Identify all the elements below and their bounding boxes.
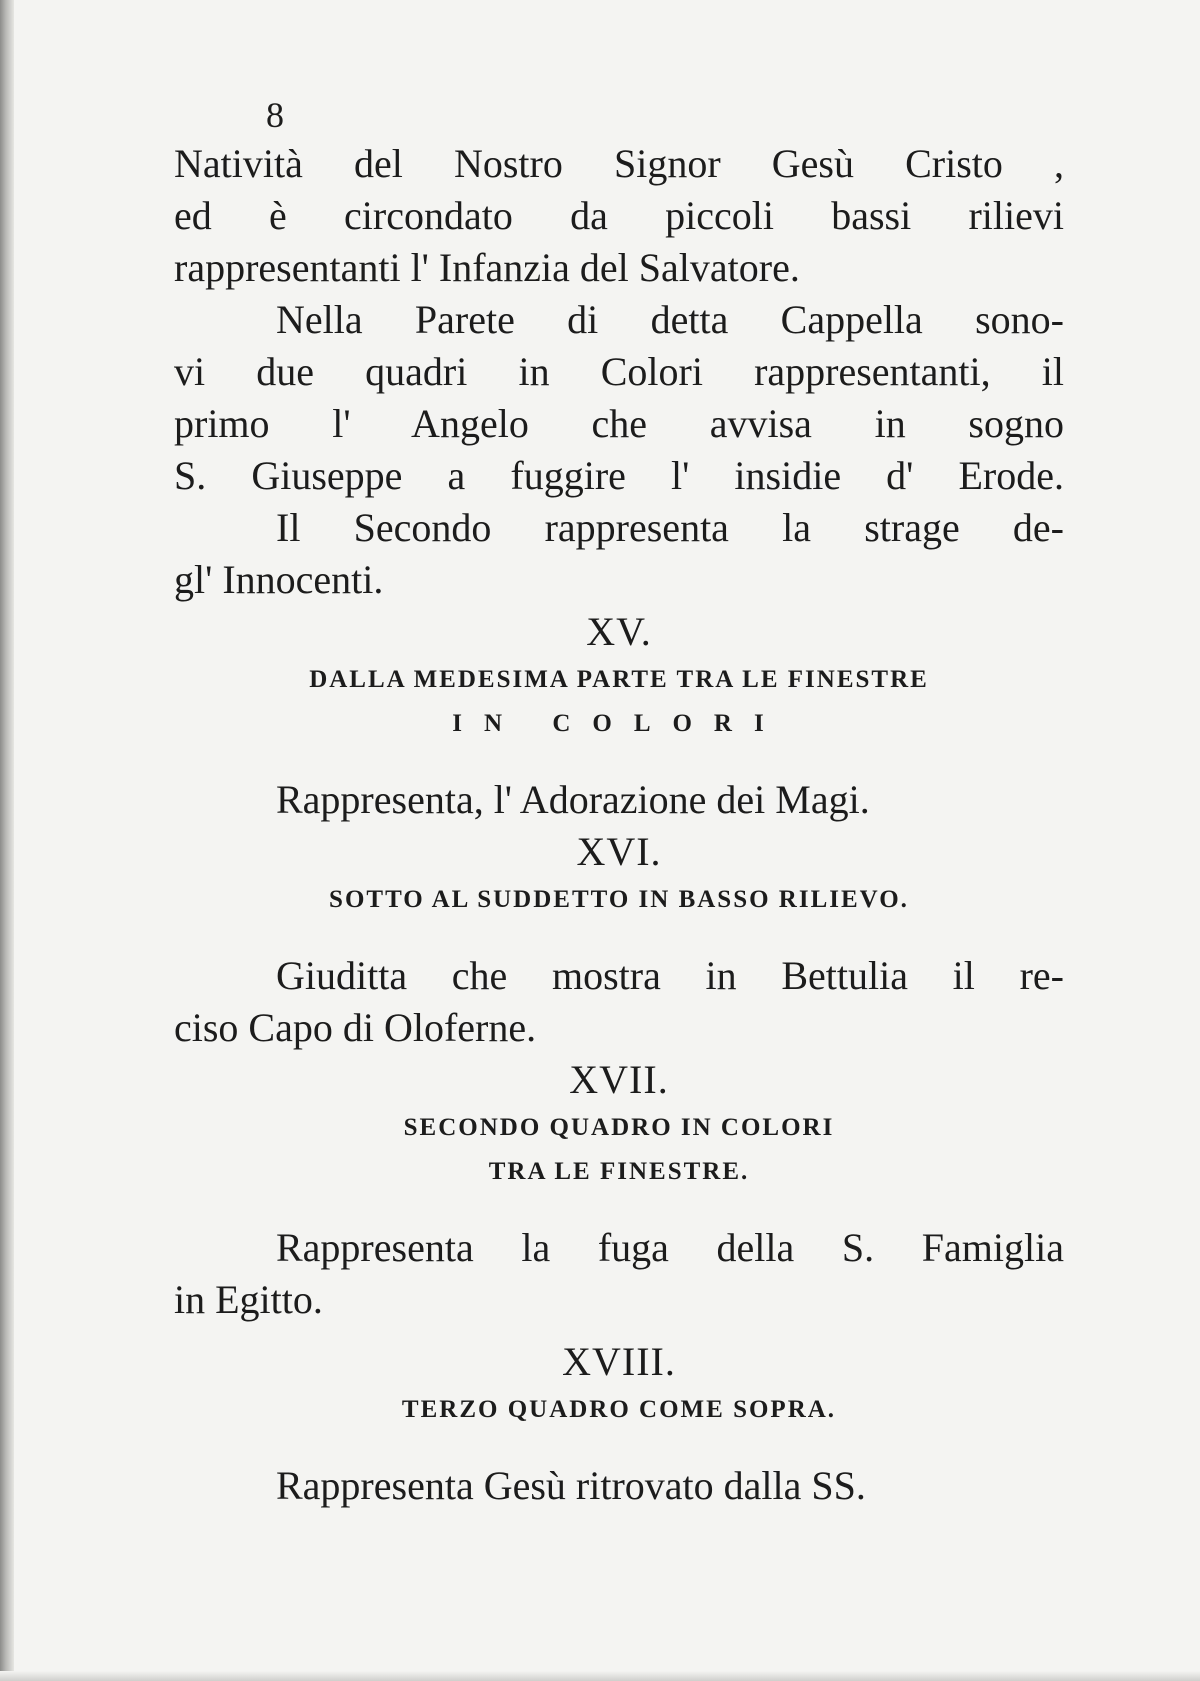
section-text: Giuditta che mostra in Bettulia il re- — [276, 953, 1064, 998]
text-line: Il Secondo rappresenta la strage de- — [276, 505, 1064, 550]
section-xv — [174, 606, 1064, 826]
text-line: primo l' Angelo che avvisa in sogno — [174, 401, 1064, 446]
text-line: gl' Innocenti. — [174, 557, 384, 602]
page-number: 8 — [266, 95, 284, 135]
text-line: Natività del Nostro Signor Gesù Cristo , — [174, 141, 1064, 186]
section-heading: TRA LE FINESTRE. — [488, 1158, 750, 1185]
section-numeral: XVI. — [576, 829, 662, 874]
section-xvi — [174, 826, 1064, 1054]
section-heading: TERZO QUADRO COME SOPRA. — [401, 1396, 837, 1423]
text-line: ed è circondato da piccoli bassi rilievi — [174, 193, 1064, 238]
section-xvii — [174, 1054, 1064, 1326]
section-numeral: XVIII. — [562, 1339, 676, 1384]
paragraph-second-painting — [174, 502, 1064, 606]
text-line: vi due quadri in Colori rappresentanti, il — [174, 349, 1064, 394]
page-bottom-edge — [0, 1671, 1200, 1681]
paragraph-nativity — [174, 138, 1064, 294]
section-heading: SOTTO AL SUDDETTO IN BASSO RILIEVO. — [329, 886, 909, 913]
paragraph-cappella-wall — [174, 294, 1064, 502]
text-line: S. Giuseppe a fuggire l' insidie d' Erode. — [174, 453, 1064, 498]
section-text: Rappresenta, l' Adorazione dei Magi. — [276, 777, 870, 822]
text-line: rappresentanti l' Infanzia del Salvatore. — [174, 245, 800, 290]
section-text: Rappresenta la fuga della S. Famiglia — [276, 1225, 1064, 1270]
page-left-edge — [0, 0, 14, 1681]
page-text-block — [174, 92, 1064, 1512]
text-line: Nella Parete di detta Cappella sono- — [276, 297, 1064, 342]
section-xviii — [174, 1326, 1064, 1512]
section-text: Rappresenta Gesù ritrovato dalla SS. — [276, 1463, 866, 1508]
section-heading: IN COLORI — [452, 710, 786, 737]
section-numeral: XV. — [586, 609, 652, 654]
section-text: in Egitto. — [174, 1277, 323, 1322]
section-heading: DALLA MEDESIMA PARTE TRA LE FINESTRE — [309, 666, 929, 693]
section-numeral: XVII. — [569, 1057, 669, 1102]
section-text: ciso Capo di Oloferne. — [174, 1005, 537, 1050]
section-heading: SECONDO QUADRO IN COLORI — [403, 1114, 835, 1141]
